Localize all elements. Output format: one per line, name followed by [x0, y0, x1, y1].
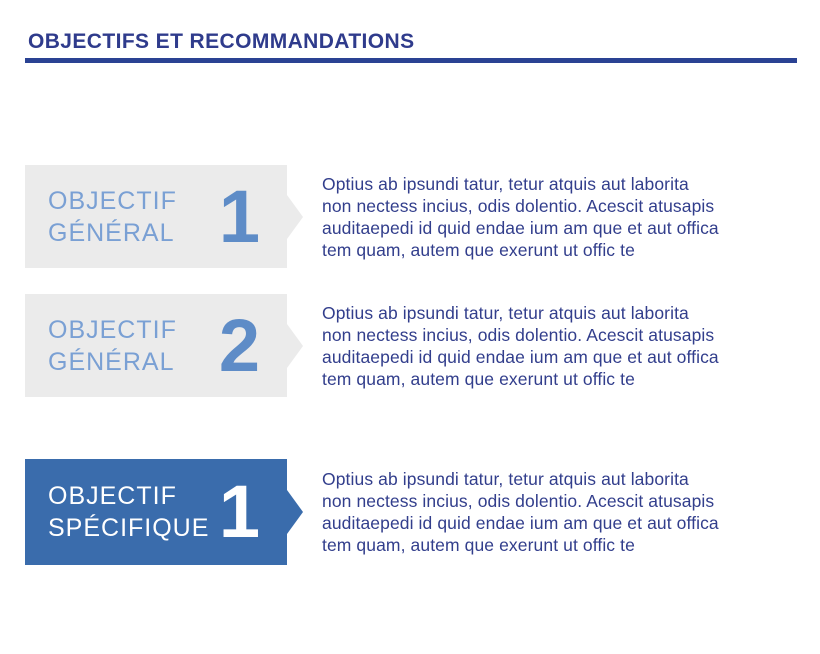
- objective-label: [48, 185, 177, 249]
- description-line: non nectess incius, odis dolentio. Acescit atusapis: [322, 195, 715, 216]
- description-line: auditaepedi id quid endae ium am que et aut offica: [322, 346, 719, 367]
- arrow-right-icon: [287, 195, 303, 239]
- title-underline: [25, 58, 797, 63]
- description-line: auditaepedi id quid endae ium am que et aut offica: [322, 217, 719, 238]
- objective-description: [322, 302, 757, 390]
- objective-label-line1: OBJECTIF: [48, 186, 177, 215]
- description-line: non nectess incius, odis dolentio. Acescit atusapis: [322, 491, 715, 511]
- page-title: OBJECTIFS ET RECOMMANDATIONS: [28, 30, 415, 53]
- objective-row-general-2: [25, 294, 757, 397]
- objective-label: [48, 314, 177, 378]
- objective-label-line2: SPÉCIFIQUE: [48, 514, 210, 542]
- objective-label-line2: GÉNÉRAL: [48, 218, 175, 247]
- objective-box: [25, 459, 287, 565]
- description-line: auditaepedi id quid endae ium am que et aut offica: [322, 513, 719, 533]
- objective-number: 2: [218, 303, 260, 387]
- objective-description: [322, 173, 757, 261]
- objective-box: [25, 294, 287, 397]
- objective-description: [322, 468, 757, 556]
- objective-box: [25, 165, 287, 268]
- arrow-right-icon: [287, 490, 303, 534]
- objective-row-general-1: [25, 165, 757, 268]
- description-line: non nectess incius, odis dolentio. Acescit atusapis: [322, 324, 715, 345]
- description-line: Optius ab ipsundi tatur, tetur atquis aut laborita: [322, 302, 689, 323]
- description-line: tem quam, autem que exerunt ut offic te: [322, 535, 635, 555]
- objective-number: 1: [218, 470, 260, 553]
- objective-number: 1: [218, 174, 260, 258]
- description-line: tem quam, autem que exerunt ut offic te: [322, 239, 635, 260]
- objective-label: [48, 480, 209, 544]
- objective-label-line1: OBJECTIF: [48, 315, 177, 344]
- description-line: Optius ab ipsundi tatur, tetur atquis aut laborita: [322, 173, 689, 194]
- objective-label-line2: GÉNÉRAL: [48, 347, 175, 376]
- description-line: tem quam, autem que exerunt ut offic te: [322, 368, 635, 389]
- objective-row-specifique-1: [25, 459, 757, 565]
- arrow-right-icon: [287, 324, 303, 368]
- description-line: Optius ab ipsundi tatur, tetur atquis aut laborita: [322, 469, 689, 489]
- objective-label-line1: OBJECTIF: [48, 482, 177, 510]
